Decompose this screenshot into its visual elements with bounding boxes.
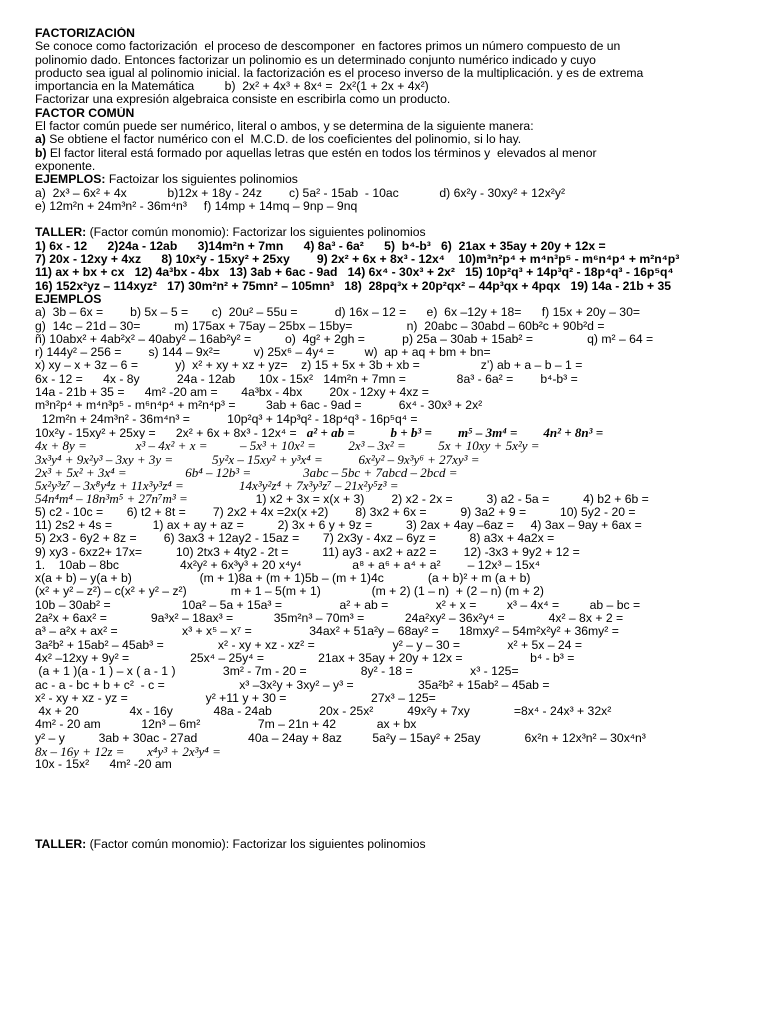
exercise-line: 5) c2 - 10c = 6) t2 + 8t = 7) 2x2 + 4x =2x(x +2) 8) 3x2 + 6x = 9) 3a2 + 9 = 10) 5y2 - 20 = [35,505,636,519]
exercise-line: 3a²b² + 15ab² – 45ab³ = x² - xy + xz - xz² = y² – y – 30 = x² + 5x – 24 = [35,638,582,652]
intro-line: producto sea igual al polinomio inicial. la factorización es el proceso inverso de la multiplicación. y es de extrema [35,66,644,80]
exercise-line: 1. 10ab – 8bc 4x²y² + 6x³y³ + 20 x⁴y⁴ a⁸ + a⁶ + a⁴ + a² – 12x³ – 15x⁴ [35,558,540,572]
taller-label: TALLER: [35,837,87,851]
exercise-line-mixed [35,492,755,505]
exercise-text: 10x²y - 15xy² + 25xy = 2x² + 6x + 8x³ - 12x⁴ = [35,425,307,440]
rule-b-continued: exponente. [35,159,96,173]
section-heading-ejemplos: EJEMPLOS [35,292,102,306]
page-title: FACTORIZACIÓN [35,27,135,40]
worksheet-document [35,27,755,851]
taller-text: (Factor común monomio): Factorizar los siguientes polinomios [86,837,426,851]
exercise-line: x(a + b) – y(a + b) (m + 1)8a + (m + 1)5b – (m + 1)4c (a + b)² + m (a + b) [35,572,531,586]
factor-comun-description: El factor común puede ser numérico, literal o ambos, y se determina de la siguiente manera: [35,120,534,134]
exercise-line: 1) 6x - 12 2)24a - 12ab 3)14m²n + 7mn 4) 8a³ - 6a² 5) b⁴-b³ 6) 21ax + 35ay + 20y + 12x = [35,239,606,253]
exercise-line: 12m²n + 24m³n² - 36m⁴n³ = 10p²q³ + 14p³q² - 18p⁴q³ - 16p⁵q⁴ = [35,412,418,426]
intro-line: polinomio dado. Entonces factorizar un polinomio es un determinado conjunto numérico indicado y cuyo [35,53,596,67]
taller-heading [35,226,755,239]
exercise-line: 6x - 12 = 4x - 8y 24a - 12ab 10x - 15x² 14m²n + 7mn = 8a³ - 6a² = b⁴-b³ = [35,372,578,386]
taller-label: TALLER: [35,226,87,240]
spacer [35,213,755,226]
exercise-line: 11) ax + bx + cx 12) 4a³bx - 4bx 13) 3ab + 6ac - 9ad 14) 6x⁴ - 30x³ + 2x² 15) 10p²q³ + 14p³q² - 18p⁴q³ - 16p⁵q⁴ [35,266,674,280]
intro-line: Factorizar una expresión algebraica consiste en escribirla como un producto. [35,93,451,107]
rule-a [35,133,755,146]
exercise-line: 2a²x + 6ax² = 9a³x² – 18ax³ = 35m²n³ – 70m³ = 24a²xy² – 36x²y⁴ = 4x² – 8x + 2 = [35,612,624,626]
intro-line: Se conoce como factorización el proceso de descomponer en factores primos un número compuesto de un [35,40,621,54]
exercise-line: 5) 2x3 - 6y2 + 8z = 6) 3ax3 + 12ay2 - 15az = 7) 2x3y - 4xz – 6yz = 8) a3x + 4a2x = [35,532,555,546]
taller-text: (Factor común monomio): Factorizar los siguientes polinomios [86,226,426,240]
rule-a-label: a) [35,133,46,147]
intro-line: importancia en la Matemática b) 2x² + 4x³ + 8x⁴ = 2x²(1 + 2x + 4x²) [35,80,429,94]
exercise-line: 10x - 15x² 4m² -20 am [35,758,172,772]
rule-a-text: Se obtiene el factor numérico con el M.C.D. de los coeficientes del polinomio, si lo hay. [45,133,522,147]
exercise-line: ac - a - bc + b + c² - c = x³ –3x²y + 3xy² – y³ = 35a²b² + 15ab² – 45ab = [35,678,550,692]
exercise-line: 4x² –12xy + 9y² = 25x⁴ – 25y⁴ = 21ax + 35ay + 20y + 12x = b⁴ - b³ = [35,651,575,665]
exercise-line: x² - xy + xz - yz = y² +11 y + 30 = 27x³ – 125= [35,691,436,705]
exercise-text: 1) x2 + 3x = x(x + 3) 2) x2 - 2x = 3) a2 - 5a = 4) b2 + 6b = [187,492,649,506]
exercise-line: y² – y 3ab + 30ac - 27ad 40a – 24ay + 8az 5a²y – 15ay² + 25ay 6x²n + 12x³n² – 30x⁴n³ [35,731,646,745]
exercise-line: 9) xy3 - 6xz2+ 17x= 10) 2tx3 + 4ty2 - 2t = 11) ay3 - ax2 + az2 = 12) -3x3 + 9y2 + 12 = [35,545,580,559]
example-line: e) 12m²n + 24m³n² - 36m⁴n³ f) 14mp + 14mq – 9np – 9nq [35,199,358,213]
exercise-line: g) 14c – 21d – 30= m) 175ax + 75ay – 25bx – 15by= n) 20abc – 30abd – 60b²c + 90b²d = [35,319,605,333]
rule-b-label: b) [35,146,47,160]
exercise-line: m³n²p⁴ + m⁴n³p⁵ - m⁶n⁴p⁴ + m²n⁴p³ = 3ab + 6ac - 9ad = 6x⁴ - 30x³ + 2x² [35,399,483,413]
exercise-line: 14a - 21b + 35 = 4m² -20 am = 4a³bx - 4bx 20x - 12xy + 4xz = [35,386,429,400]
exercise-math-line: 3x³y⁴ + 9x²y³ – 3xy + 3y = 5y²x – 15xy² + y³x⁴ = 6x²y² – 9x³y⁶ + 27xy³ = [35,452,480,466]
exercise-line: 4m² - 20 am 12n³ – 6m² 7m – 21n + 42 ax + bx [35,718,417,732]
exercise-line: ñ) 10abx² + 4ab²x² – 40aby² – 16ab²y² = o) 4g² + 2gh = p) 25a – 30ab + 15ab² = q) m² – 64 = [35,332,654,346]
section-heading-factor-comun: FACTOR COMÚN [35,106,135,120]
exercise-line: a³ – a²x + ax² = x³ + x⁵ – x⁷ = 34ax² + 51a²y – 68ay² = 18mxy² – 54m²x²y² + 36my² = [35,625,619,639]
taller-heading [35,838,755,851]
ejemplos-text: Factoizar los siguientes polinomios [105,173,298,187]
exercise-line: 7) 20x - 12xy + 4xz 8) 10x²y - 15xy² + 25xy 9) 2x² + 6x + 8x³ - 12x⁴ 10)m³n²p⁴ + m⁴n³p⁵ - m⁶n⁴p⁴ + m²n⁴p³ [35,253,680,267]
exercise-math-line: 2x³ + 5x² + 3x⁴ = 6b⁴ – 12b³ = 3abc – 5bc + 7abcd – 2bcd = [35,465,458,480]
exercise-line: 10b – 30ab² = 10a² – 5a + 15a³ = a² + ab = x² + x = x³ – 4x⁴ = ab – bc = [35,598,641,612]
exercise-line: 4x + 20 4x - 16y 48a - 24ab 20x - 25x² 49x²y + 7xy =8x⁴ - 24x³ + 32x² [35,705,612,719]
ejemplos-label: EJEMPLOS: [35,173,106,187]
exercise-line: a) 3b – 6x = b) 5x – 5 = c) 20u² – 55u = d) 16x – 12 = e) 6x –12y + 18= f) 15x + 20y – 30= [35,306,640,320]
exercise-line: 11) 2s2 + 4s = 1) ax + ay + az = 2) 3x + 6 y + 9z = 3) 2ax + 4ay –6az = 4) 3ax – 9ay + 6ax = [35,518,642,532]
exercise-math: 54n⁴m⁴ – 18n³m⁵ + 27n⁷m³ = [35,492,188,506]
exercise-math: a² + ab = b + b³ = m⁵ – 3m⁴ = 4n² + 8n³ = [306,425,604,440]
exercise-math-line: 4x + 8y = x³ – 4x² + x = – 5x³ + 10x² = 2x³ – 3x² = 5x + 10xy + 5x²y = [35,439,540,453]
exercise-line: 16) 152x²yz – 114xyz² 17) 30m²n² + 75mn² – 105mn³ 18) 28pq³x + 20p²qx² – 44p³qx + 4pqx 19) 14a - 21b + 35 [35,279,672,293]
exercise-math-line: 5x²y³z⁷ – 3x⁸y⁴z + 11x³y³z⁴ = 14x³y²z⁴ + 7x³y³z⁷ – 21x²y⁵z³ = [35,479,399,493]
example-line: a) 2x³ – 6x² + 4x b)12x + 18y - 24z c) 5a² - 15ab - 10ac d) 6x²y - 30xy² + 12x²y² [35,186,566,200]
exercise-line: (a + 1 )(a - 1 ) – x ( a - 1 ) 3m² - 7m - 20 = 8y² - 18 = x³ - 125= [35,665,519,679]
rule-b-text: El factor literal está formado por aquellas letras que estén en todos los términos y elevados al menor [46,146,597,160]
ejemplos-intro [35,173,755,186]
exercise-line-mixed [35,426,755,439]
spacer [35,772,755,838]
exercise-math-line: 8x – 16y + 12z = x⁴y³ + 2x³y⁴ = [35,745,221,759]
exercise-line: r) 144y² – 256 = s) 144 – 9x²= v) 25x⁶ – 4y⁴ = w) ap + aq + bm + bn= [35,346,491,360]
rule-b [35,147,755,160]
exercise-line: x) xy – x + 3z – 6 = y) x² + xy + xz + yz= z) 15 + 5x + 3b + xb = z’) ab + a – b – 1 = [35,359,583,373]
exercise-line: (x² + y² – z²) – c(x² + y² – z²) m + 1 – 5(m + 1) (m + 2) (1 – n) + (2 – n) (m + 2) [35,585,544,599]
